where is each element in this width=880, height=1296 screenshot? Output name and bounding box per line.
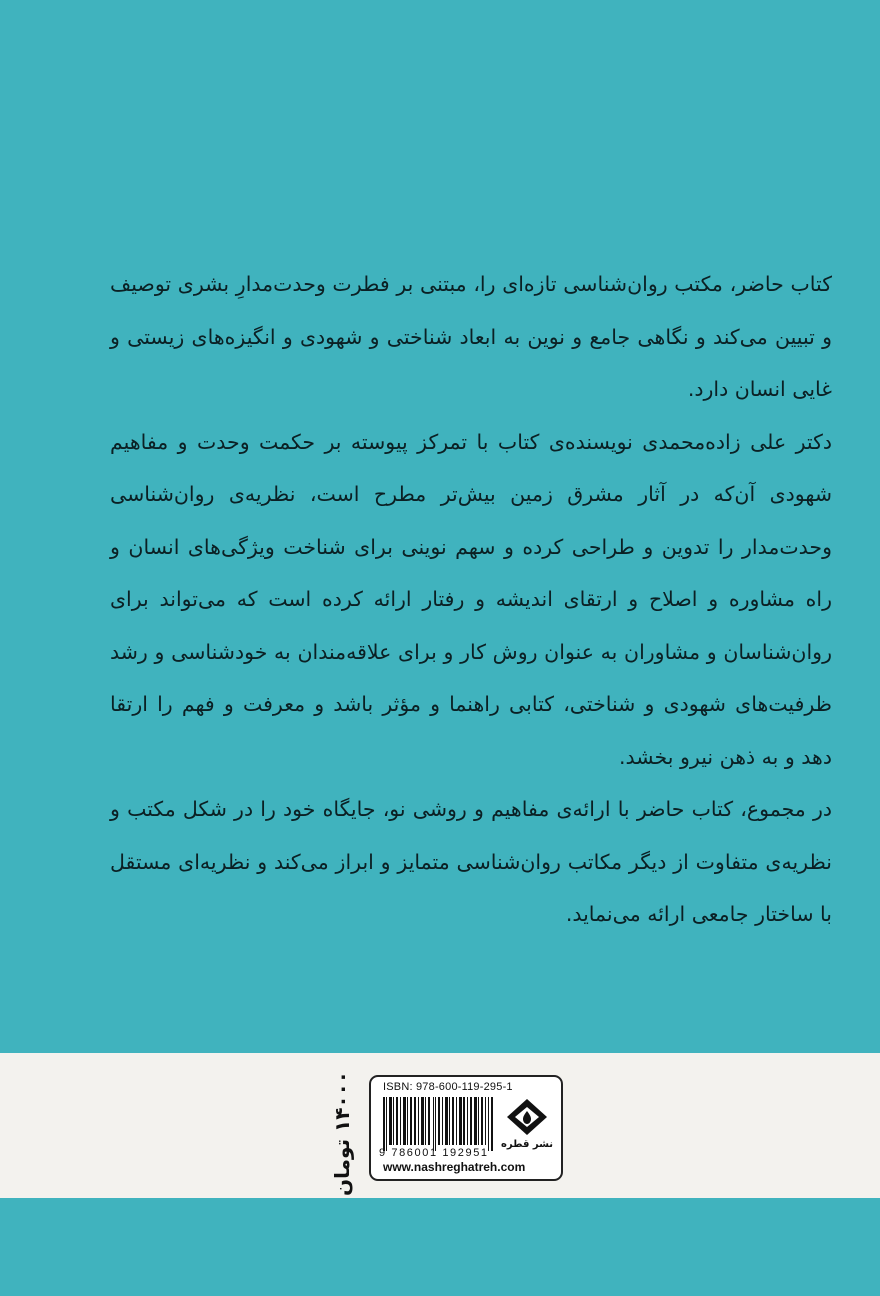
publisher-website: www.nashreghatreh.com [383,1160,526,1174]
paragraph-3: در مجموع، کتاب حاضر با ارائه‌ی مفاهیم و روشی نو، جایگاه خود را در شکل مکتب و نظریه‌ی متفاوت از دیگر مکاتب روان‌شناسی متمایز و ابراز می‌کند و نظریه‌ای مستقل با ساختار جامعی ارائه می‌نماید. [110,797,832,926]
isbn-barcode-box [369,1075,563,1181]
paragraph-1: کتاب حاضر، مکتب روان‌شناسی تازه‌ای را، مبتنی بر فطرت وحدت‌مدارِ بشری توصیف و تبیین می‌کند و نگاهی جامع و نوین به ابعاد شناختی و شهودی و انگیزه‌های زیستی و غایی انسان دارد. [110,272,832,401]
description-text [110,258,832,941]
publisher-name: نشر قطره [500,1139,554,1150]
barcode-icon [383,1097,493,1151]
price-label: ۱۴۰۰۰ تومان [330,1070,354,1196]
barcode-digits: 9 786001 192951 [379,1147,489,1159]
isbn-number: ISBN: 978-600-119-295-1 [383,1081,513,1093]
paragraph-2: دکتر علی زاده‌محمدی نویسنده‌ی کتاب با تمرکز پیوسته بر حکمت وحدت و مفاهیم شهودی آن‌که در آثار مشرق زمین بیش‌تر مطرح است، نظریه‌ی روان‌شناسی وحدت‌مدار را تدوین و طراحی کرده و سهم نوینی برای شناخت ویژگی‌های انسان و راه مشاوره و اصلاح و ارتقای اندیشه و رفتار ارائه کرده است که می‌تواند برای روان‌شناسان و مشاوران به عنوان روش کار و برای علاقه‌مندان به خودشناسی و رشد ظرفیت‌های شهودی و شناختی، کتابی راهنما و مؤثر باشد و معرفت و فهم را ارتقا دهد و به ذهن نیرو بخشد. [110,429,832,769]
drop-diamond-logo-icon [501,1097,553,1137]
